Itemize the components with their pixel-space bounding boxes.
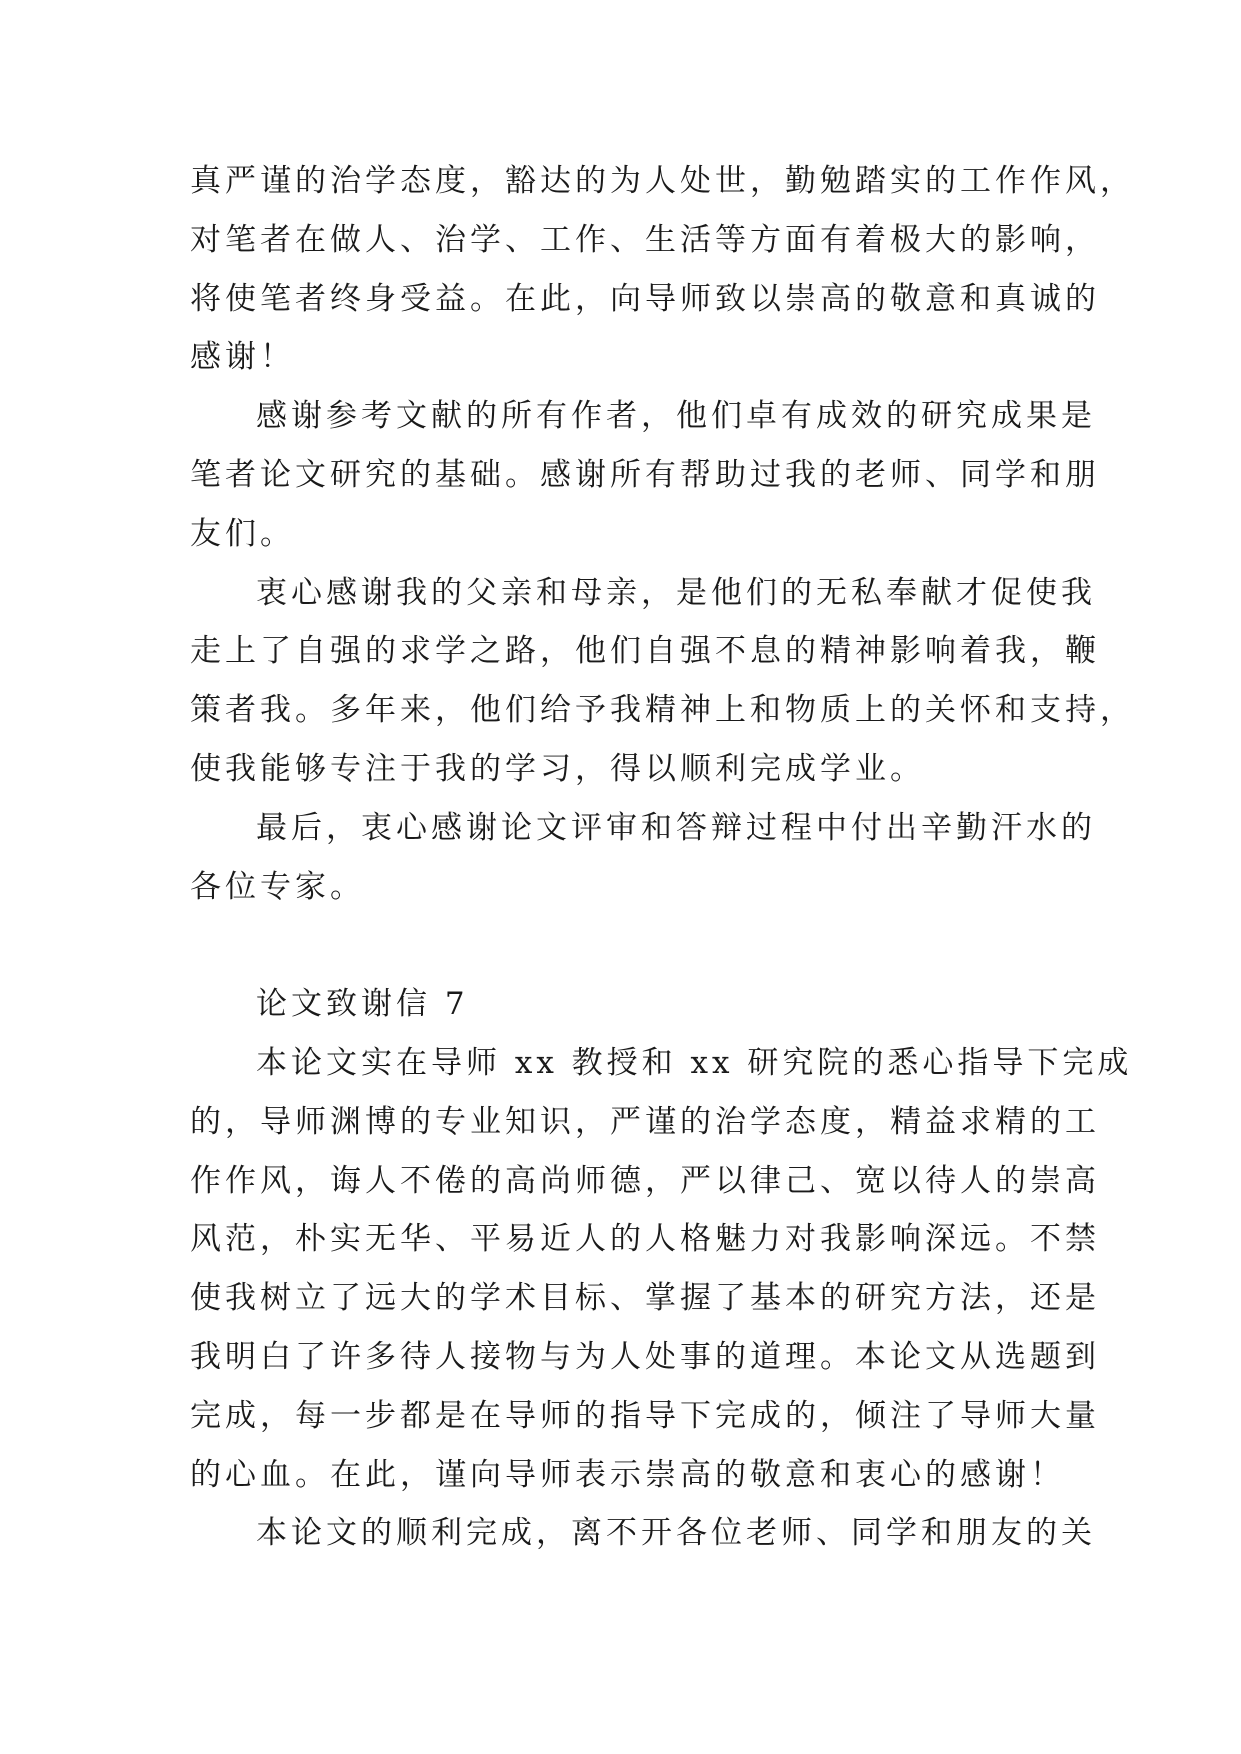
paragraph-first-line: 最后，衷心感谢论文评审和答辩过程中付出辛勤汗水的 <box>256 809 1096 846</box>
text-line: 的，导师渊博的专业知识，严谨的治学态度，精益求精的工 <box>190 1103 1100 1140</box>
document-body <box>190 152 1135 1563</box>
section-heading: 论文致谢信 7 <box>256 986 469 1023</box>
text-line: 我明白了许多待人接物与为人处事的道理。本论文从选题到 <box>190 1338 1100 1375</box>
paragraph-first-line: 衷心感谢我的父亲和母亲，是他们的无私奉献才促使我 <box>256 574 1096 611</box>
text-line: 将使笔者终身受益。在此，向导师致以崇高的敬意和真诚的 <box>190 280 1100 317</box>
text-line: 走上了自强的求学之路，他们自强不息的精神影响着我，鞭 <box>190 633 1100 670</box>
section-gap <box>190 916 1050 975</box>
text-line: 使我树立了远大的学术目标、掌握了基本的研究方法，还是 <box>190 1280 1100 1317</box>
text-line: 友们。 <box>190 515 295 552</box>
text-line: 使我能够专注于我的学习，得以顺利完成学业。 <box>190 750 925 787</box>
text-line: 作作风，诲人不倦的高尚师德，严以律己、宽以待人的崇高 <box>190 1162 1100 1199</box>
text-line: 策者我。多年来，他们给予我精神上和物质上的关怀和支持， <box>190 692 1135 729</box>
text-line: 的心血。在此，谨向导师表示崇高的敬意和衷心的感谢！ <box>190 1456 1065 1493</box>
text-line: 各位专家。 <box>190 868 365 905</box>
text-line: 感谢！ <box>190 339 295 376</box>
text-line: 真严谨的治学态度，豁达的为人处世，勤勉踏实的工作作风， <box>190 163 1135 199</box>
paragraph-first-line: 感谢参考文献的所有作者，他们卓有成效的研究成果是 <box>256 398 1096 435</box>
paragraph-first-line: 本论文的顺利完成，离不开各位老师、同学和朋友的关 <box>256 1515 1096 1552</box>
text-line: 风范，朴实无华、平易近人的人格魅力对我影响深远。不禁 <box>190 1221 1100 1258</box>
text-line: 笔者论文研究的基础。感谢所有帮助过我的老师、同学和朋 <box>190 456 1100 493</box>
text-line: 完成，每一步都是在导师的指导下完成的，倾注了导师大量 <box>190 1397 1100 1434</box>
paragraph-first-line: 本论文实在导师 xx 教授和 xx 研究院的悉心指导下完成 <box>256 1044 1133 1081</box>
text-line: 对笔者在做人、治学、工作、生活等方面有着极大的影响， <box>190 221 1100 258</box>
